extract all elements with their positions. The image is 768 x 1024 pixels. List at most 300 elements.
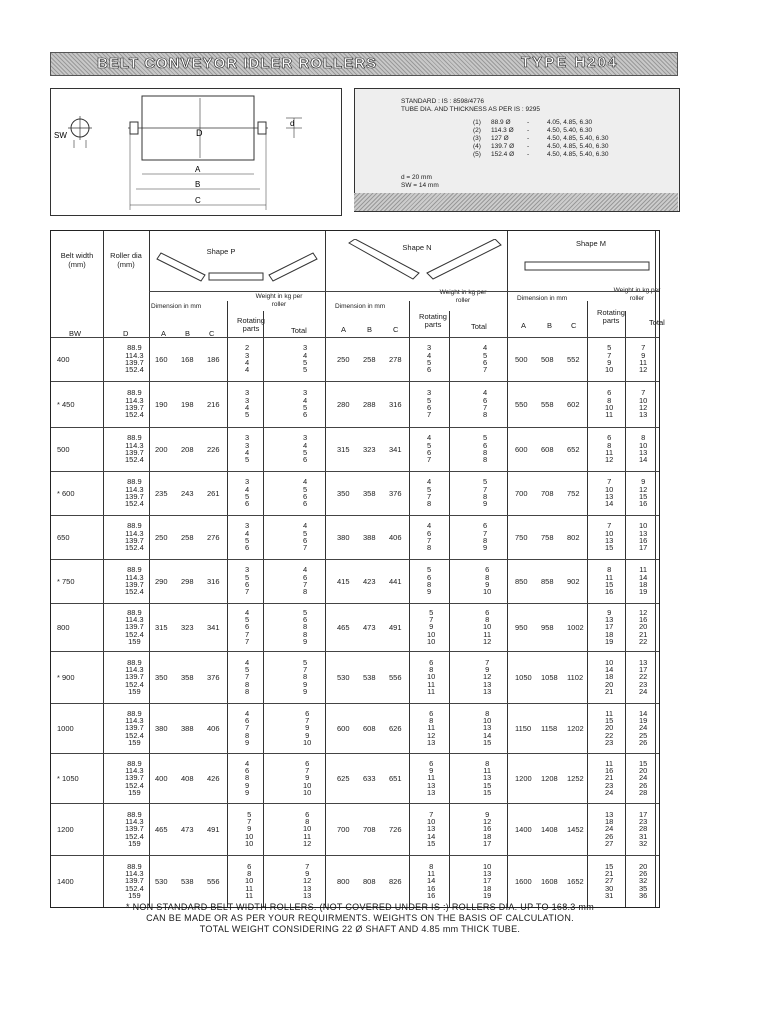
m-c-cell: 1452	[567, 825, 584, 834]
n-total-cell-value: 6	[485, 565, 490, 575]
m-total-cell-value: 20	[639, 861, 648, 871]
p-rotating-cell-value: 3	[245, 521, 250, 531]
m-rotating-cell	[605, 566, 613, 596]
n-total-cell-value: 15	[483, 780, 492, 790]
p-a-cell: 290	[155, 577, 168, 586]
p-a-cell: 160	[155, 355, 168, 364]
m-total-cell-value: 13	[639, 657, 648, 667]
m-rotating-cell-value: 13	[605, 492, 614, 501]
n-rotating-cell-value: 8	[429, 715, 434, 725]
p-rotating-cell	[245, 863, 253, 900]
p-total-cell	[303, 434, 307, 464]
n-total-cell-value: 8	[485, 614, 490, 624]
p-a-cell: 465	[155, 825, 168, 834]
p-b-cell: 258	[181, 533, 194, 542]
p-rotating-cell-value: 7	[245, 629, 250, 639]
p-total-cell-value: 13	[303, 883, 312, 893]
m-rotating-cell-value: 21	[605, 687, 614, 697]
n-total-cell-value: 10	[483, 715, 492, 725]
p-total-cell	[303, 478, 307, 508]
n-b-cell: 708	[363, 825, 376, 834]
m-total-cell-value: 35	[639, 883, 648, 893]
p-c-cell: 376	[207, 673, 220, 682]
n-rotating-cell-value: 7	[427, 455, 432, 465]
header-c-n: C	[393, 325, 399, 334]
p-rotating-cell-value: 6	[245, 622, 250, 632]
p-total-cell-value: 8	[303, 672, 308, 682]
n-c-cell: 376	[389, 489, 402, 498]
m-total-cell-value: 23	[639, 816, 648, 826]
p-total-cell-value: 12	[303, 876, 312, 886]
p-total-cell	[303, 710, 311, 747]
m-total-cell	[639, 434, 647, 464]
subcolumn-rule	[409, 301, 410, 907]
m-rotating-cell-value: 21	[605, 773, 614, 783]
header-roller-dia: Roller dia (mm)	[110, 251, 142, 269]
n-a-cell: 250	[337, 355, 350, 364]
p-a-cell: 315	[155, 623, 168, 632]
n-total-cell	[483, 522, 487, 552]
m-rotating-cell-value: 11	[605, 410, 614, 420]
m-total-cell-value: 11	[639, 358, 648, 367]
m-b-cell: 1608	[541, 877, 558, 886]
m-rotating-cell-value: 12	[605, 455, 614, 465]
roller-dia-cell	[125, 478, 144, 508]
row-rule	[51, 603, 659, 604]
m-rotating-cell-value: 27	[605, 839, 614, 849]
header-dim-m: Dimension in mm	[517, 295, 568, 302]
n-rotating-cell-value: 14	[427, 831, 436, 841]
roller-dia-cell-value: 159	[128, 788, 141, 798]
n-total-cell-value: 13	[483, 723, 492, 733]
m-total-cell-value: 17	[639, 543, 648, 553]
row-rule	[51, 515, 659, 516]
page-title: BELT CONVEYOR IDLER ROLLERS	[97, 55, 378, 72]
p-total-cell	[303, 609, 307, 646]
roller-dia-cell-value: 139.7	[125, 622, 144, 632]
n-rotating-cell-value: 8	[427, 543, 432, 553]
n-rotating-cell-value: 10	[427, 637, 436, 647]
n-total-cell-value: 6	[485, 607, 490, 617]
shape-p-sketch	[151, 245, 321, 289]
p-rotating-cell-value: 2	[245, 343, 250, 353]
n-rotating-cell-value: 13	[427, 738, 436, 748]
subcolumn-rule	[263, 311, 264, 907]
roller-dia-cell-value: 139.7	[125, 492, 144, 501]
m-rotating-cell-value: 13	[605, 614, 614, 624]
roller-dia-cell-value: 139.7	[125, 773, 144, 783]
n-rotating-cell	[427, 389, 431, 419]
n-b-cell: 288	[363, 400, 376, 409]
column-rule	[655, 231, 656, 907]
m-rotating-cell	[605, 811, 613, 848]
p-rotating-cell-value: 3	[245, 565, 250, 575]
m-a-cell: 600	[515, 445, 528, 454]
m-total-cell	[639, 863, 647, 900]
header-b-m: B	[547, 321, 553, 330]
n-total-cell-value: 11	[483, 629, 492, 639]
n-rotating-cell-value: 6	[427, 403, 432, 412]
m-rotating-cell-value: 11	[605, 448, 614, 457]
n-b-cell: 608	[363, 724, 376, 733]
n-rotating-cell-value: 5	[427, 440, 432, 450]
roller-dia-cell-value: 88.9	[127, 708, 142, 718]
column-rule	[325, 231, 326, 907]
n-total-cell-value: 7	[483, 365, 488, 375]
p-c-cell: 261	[207, 489, 220, 498]
roller-dia-cell	[125, 863, 144, 900]
p-rotating-cell	[245, 566, 249, 596]
belt-width-cell: 400	[57, 355, 70, 364]
n-c-cell: 316	[389, 400, 402, 409]
p-rotating-cell-value: 6	[245, 765, 250, 775]
roller-table	[50, 230, 665, 908]
m-rotating-cell-value: 16	[605, 765, 614, 775]
roller-dia-cell-value: 152.4	[125, 780, 144, 790]
m-rotating-cell-value: 6	[607, 388, 612, 398]
row-rule	[51, 559, 659, 560]
roller-dia-cell-value: 152.4	[125, 629, 144, 639]
p-total-cell	[303, 344, 307, 374]
n-c-cell: 341	[389, 445, 402, 454]
m-total-cell-value: 15	[639, 758, 648, 768]
m-total-cell	[639, 659, 647, 696]
n-total-cell-value: 8	[483, 410, 488, 420]
p-rotating-cell	[245, 344, 249, 374]
m-total-cell	[639, 710, 647, 747]
p-rotating-cell-value: 3	[245, 440, 250, 450]
roller-dia-cell-value: 114.3	[125, 816, 144, 826]
tube-spec-dia: 88.9 Ø	[491, 119, 511, 126]
roller-dia-cell-value: 159	[128, 738, 141, 748]
n-rotating-cell-value: 10	[427, 816, 436, 826]
belt-width-cell: * 450	[57, 400, 75, 409]
m-b-cell: 508	[541, 355, 554, 364]
m-total-cell-value: 16	[639, 536, 648, 545]
header-rule	[149, 291, 659, 292]
roller-dia-cell-value: 152.4	[125, 410, 144, 420]
a-label: A	[195, 165, 201, 174]
p-total-cell-value: 7	[305, 765, 310, 775]
n-rotating-cell-value: 8	[429, 664, 434, 674]
tube-spec-thk: 4.50, 4.85, 5.40, 6.30	[547, 143, 609, 150]
p-total-cell	[303, 659, 307, 696]
row-rule	[51, 471, 659, 472]
roller-dia-cell-value: 88.9	[127, 343, 142, 353]
m-total-cell	[639, 811, 647, 848]
header-a-n: A	[341, 325, 347, 334]
p-c-cell: 341	[207, 623, 220, 632]
roller-dia-cell-value: 88.9	[127, 521, 142, 531]
roller-dia-cell	[125, 522, 144, 552]
m-rotating-cell-value: 11	[605, 572, 614, 582]
p-rotating-cell	[245, 760, 249, 797]
m-c-cell: 652	[567, 445, 580, 454]
n-total-cell-value: 9	[485, 580, 490, 589]
p-rotating-cell-value: 4	[245, 484, 250, 494]
p-total-cell-value: 8	[303, 629, 308, 639]
n-b-cell: 538	[363, 673, 376, 682]
p-rotating-cell-value: 4	[245, 403, 250, 412]
n-total-cell-value: 12	[483, 816, 492, 826]
roller-dia-cell-value: 139.7	[125, 723, 144, 733]
p-total-cell-value: 13	[303, 891, 312, 901]
belt-width-cell: * 1050	[57, 774, 79, 783]
roller-dia-cell-value: 139.7	[125, 403, 144, 412]
m-a-cell: 1400	[515, 825, 532, 834]
m-rotating-cell-value: 13	[605, 809, 614, 819]
p-total-cell-value: 10	[303, 780, 312, 790]
m-total-cell-value: 28	[639, 788, 648, 798]
n-c-cell: 651	[389, 774, 402, 783]
p-b-cell: 388	[181, 724, 194, 733]
p-b-cell: 323	[181, 623, 194, 632]
m-total-cell	[639, 760, 647, 797]
roller-dia-cell-value: 159	[128, 687, 141, 697]
n-total-cell	[483, 710, 491, 747]
p-total-cell-value: 11	[303, 831, 312, 841]
n-c-cell: 278	[389, 355, 402, 364]
m-total-cell	[639, 389, 647, 419]
m-total-cell-value: 22	[639, 672, 648, 682]
m-total-cell-value: 9	[641, 350, 646, 360]
standard-box	[354, 88, 680, 212]
p-total-cell	[303, 522, 307, 552]
roller-dia-cell	[125, 566, 144, 596]
header-dim-p: Dimension in mm	[151, 303, 202, 310]
n-total-cell-value: 15	[483, 738, 492, 748]
n-total-cell-value: 6	[483, 358, 488, 367]
m-b-cell: 858	[541, 577, 554, 586]
tube-spec-thk: 4.05, 4.85, 6.30	[547, 119, 593, 126]
n-rotating-cell	[427, 710, 435, 747]
roller-dia-cell-value: 88.9	[127, 607, 142, 617]
m-rotating-cell-value: 14	[605, 664, 614, 674]
n-total-cell-value: 7	[483, 403, 488, 412]
n-b-cell: 323	[363, 445, 376, 454]
n-rotating-cell-value: 13	[427, 780, 436, 790]
p-c-cell: 276	[207, 533, 220, 542]
p-rotating-cell-value: 3	[245, 388, 250, 398]
n-rotating-cell-value: 5	[427, 565, 432, 575]
tube-spec-dash: -	[527, 143, 530, 150]
m-rotating-cell-value: 17	[605, 622, 614, 632]
header-total-p: Total	[291, 326, 307, 335]
p-total-cell	[303, 811, 311, 848]
p-rotating-cell-value: 4	[245, 758, 250, 768]
p-total-cell-value: 10	[303, 824, 312, 834]
n-total-cell-value: 4	[483, 388, 488, 398]
m-rotating-cell-value: 20	[605, 679, 614, 689]
n-c-cell: 441	[389, 577, 402, 586]
p-total-cell-value: 5	[303, 358, 308, 367]
n-total-cell-value: 8	[485, 708, 490, 718]
roller-dia-cell-value: 88.9	[127, 388, 142, 398]
p-total-cell-value: 6	[303, 499, 308, 509]
n-rotating-cell-value: 5	[429, 607, 434, 617]
n-rotating-cell-value: 8	[427, 499, 432, 509]
header-rot-p: Rotating parts	[237, 316, 265, 333]
p-total-cell-value: 7	[305, 861, 310, 871]
p-b-cell: 168	[181, 355, 194, 364]
n-b-cell: 633	[363, 774, 376, 783]
p-a-cell: 530	[155, 877, 168, 886]
roller-dia-cell-value: 139.7	[125, 536, 144, 545]
m-b-cell: 1408	[541, 825, 558, 834]
n-total-cell-value: 13	[483, 679, 492, 689]
roller-dia-cell-value: 114.3	[125, 765, 144, 775]
n-a-cell: 700	[337, 825, 350, 834]
p-total-cell-value: 9	[305, 773, 310, 783]
p-rotating-cell-value: 8	[245, 730, 250, 740]
n-rotating-cell-value: 6	[429, 758, 434, 768]
p-total-cell-value: 8	[303, 622, 308, 632]
p-total-cell-value: 4	[303, 521, 308, 531]
n-rotating-cell-value: 5	[427, 395, 432, 405]
n-rotating-cell-value: 11	[427, 723, 436, 733]
p-rotating-cell-value: 8	[245, 687, 250, 697]
footer-line-3: TOTAL WEIGHT CONSIDERING 22 Ø SHAFT AND 4.85 mm THICK TUBE.	[199, 924, 521, 934]
m-rotating-cell-value: 8	[607, 565, 612, 575]
m-b-cell: 558	[541, 400, 554, 409]
tube-spec-no: (5)	[473, 151, 481, 158]
p-rotating-cell-value: 6	[245, 580, 250, 589]
m-rotating-cell-value: 15	[605, 715, 614, 725]
p-b-cell: 208	[181, 445, 194, 454]
p-rotating-cell-value: 7	[245, 723, 250, 733]
n-total-cell-value: 17	[483, 839, 492, 849]
roller-dia-cell-value: 159	[128, 839, 141, 849]
p-rotating-cell-value: 7	[245, 637, 250, 647]
roller-dia-cell-value: 152.4	[125, 679, 144, 689]
m-a-cell: 850	[515, 577, 528, 586]
m-a-cell: 1150	[515, 724, 532, 733]
n-rotating-cell-value: 7	[429, 809, 434, 819]
m-total-cell-value: 12	[639, 365, 648, 375]
p-total-cell-value: 4	[303, 350, 308, 360]
roller-dia-cell-value: 88.9	[127, 565, 142, 575]
roller-dia-cell-value: 152.4	[125, 455, 144, 465]
tube-spec-dia: 139.7 Ø	[491, 143, 515, 150]
n-total-cell-value: 5	[483, 350, 488, 360]
m-rotating-cell	[605, 710, 613, 747]
p-c-cell: 226	[207, 445, 220, 454]
m-b-cell: 1208	[541, 774, 558, 783]
p-c-cell: 556	[207, 877, 220, 886]
m-total-cell-value: 12	[639, 607, 648, 617]
n-rotating-cell-value: 10	[427, 629, 436, 639]
p-b-cell: 473	[181, 825, 194, 834]
p-a-cell: 200	[155, 445, 168, 454]
p-c-cell: 316	[207, 577, 220, 586]
m-total-cell-value: 17	[639, 664, 648, 674]
roller-dia-cell	[125, 434, 144, 464]
tube-spec-thk: 4.50, 4.85, 5.40, 6.30	[547, 135, 609, 142]
p-total-cell-value: 4	[303, 477, 308, 487]
n-rotating-cell-value: 11	[427, 687, 436, 697]
roller-dia-cell	[125, 659, 144, 696]
m-total-cell-value: 14	[639, 708, 648, 718]
p-total-cell-value: 3	[303, 433, 308, 443]
roller-dia-cell	[125, 710, 144, 747]
n-total-cell	[483, 659, 491, 696]
subcolumn-rule	[625, 311, 626, 907]
header-a-p: A	[161, 329, 167, 338]
p-rotating-cell-value: 5	[245, 455, 250, 465]
n-total-cell-value: 6	[483, 521, 488, 531]
p-total-cell-value: 9	[305, 868, 310, 878]
p-total-cell-value: 6	[305, 758, 310, 768]
p-rotating-cell-value: 8	[247, 868, 252, 878]
n-rotating-cell-value: 3	[427, 343, 432, 353]
n-total-cell-value: 13	[483, 687, 492, 697]
roller-dia-cell-value: 159	[128, 637, 141, 647]
header-rot-m: Rotating parts	[597, 308, 625, 325]
p-total-cell-value: 5	[303, 607, 308, 617]
p-b-cell: 198	[181, 400, 194, 409]
m-rotating-cell	[605, 389, 613, 419]
m-a-cell: 1200	[515, 774, 532, 783]
m-rotating-cell-value: 7	[607, 477, 612, 487]
row-rule	[51, 337, 659, 338]
sw-label: SW	[54, 131, 67, 140]
m-total-cell-value: 26	[639, 738, 648, 748]
m-rotating-cell-value: 24	[605, 788, 614, 798]
m-c-cell: 1202	[567, 724, 584, 733]
n-total-cell-value: 9	[485, 664, 490, 674]
m-rotating-cell-value: 14	[605, 499, 614, 509]
p-total-cell	[303, 760, 311, 797]
m-rotating-cell-value: 18	[605, 672, 614, 682]
n-total-cell-value: 10	[483, 622, 492, 632]
p-total-cell-value: 12	[303, 839, 312, 849]
row-rule	[51, 753, 659, 754]
m-total-cell-value: 19	[639, 715, 648, 725]
tube-spec-no: (3)	[473, 135, 481, 142]
header-shape-p: Shape P	[206, 247, 236, 256]
p-rotating-cell-value: 3	[245, 433, 250, 443]
m-total-cell-value: 10	[639, 395, 648, 405]
m-rotating-cell-value: 16	[605, 587, 614, 597]
n-a-cell: 600	[337, 724, 350, 733]
n-total-cell	[483, 434, 487, 464]
n-rotating-cell-value: 14	[427, 876, 436, 886]
m-c-cell: 902	[567, 577, 580, 586]
roller-dia-cell-value: 114.3	[125, 614, 144, 624]
n-total-cell-value: 12	[483, 672, 492, 682]
n-rotating-cell-value: 4	[427, 521, 432, 531]
m-c-cell: 1102	[567, 673, 584, 682]
m-a-cell: 750	[515, 533, 528, 542]
m-rotating-cell-value: 5	[607, 343, 612, 353]
n-c-cell: 726	[389, 825, 402, 834]
p-rotating-cell-value: 5	[245, 410, 250, 420]
standard-line: STANDARD : IS : 8598/4776	[401, 98, 484, 105]
n-b-cell: 808	[363, 877, 376, 886]
m-total-cell-value: 16	[639, 499, 648, 509]
n-rotating-cell-value: 16	[427, 891, 436, 901]
m-total-cell-value: 26	[639, 868, 648, 878]
p-rotating-cell-value: 6	[245, 543, 250, 553]
roller-dia-cell-value: 152.4	[125, 883, 144, 893]
n-rotating-cell-value: 6	[427, 448, 432, 457]
m-rotating-cell-value: 15	[605, 861, 614, 871]
m-rotating-cell-value: 20	[605, 723, 614, 733]
n-total-cell-value: 12	[483, 637, 492, 647]
header-shape-m: Shape M	[575, 239, 607, 248]
n-total-cell-value: 6	[483, 440, 488, 450]
tube-spec-thk: 4.50, 4.85, 5.40, 6.30	[547, 151, 609, 158]
